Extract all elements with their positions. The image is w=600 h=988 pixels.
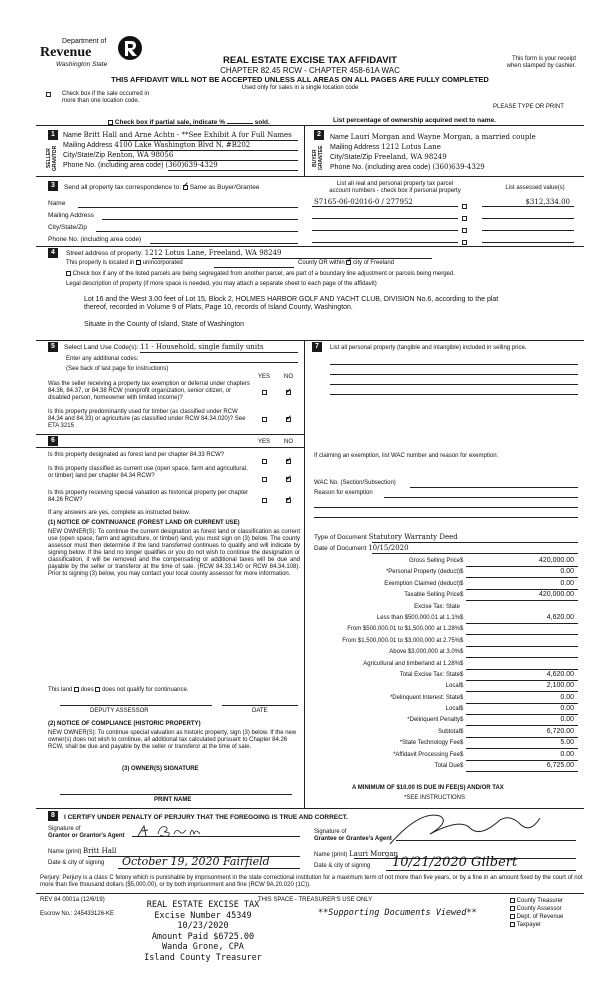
county-or-within-label: County OR within [298, 260, 345, 267]
grantor-date-city-label: Date & city of signing [48, 860, 105, 866]
total-excise-state[interactable]: 4,620.00 [546, 670, 574, 678]
minimum-note: A MINIMUM OF $10.00 IS DUE IN FEE(S) AND/OR TAX [352, 785, 504, 791]
s6-q3-no[interactable] [286, 498, 291, 503]
copy-county-treasurer: County Treasurer [516, 898, 564, 905]
s6-no-header: NO [284, 439, 293, 445]
assessed-value[interactable]: $312,334.00 [525, 198, 570, 206]
partial-sale-pct[interactable] [227, 116, 253, 124]
buyer-phone-label: Phone No. (including area code) [330, 164, 431, 171]
tax-row: *Affidavit Processing Fee $ 0.00 [393, 750, 574, 758]
treasurer-stamp [128, 900, 278, 963]
stamp-line-6: Island County Treasurer [144, 952, 262, 963]
grantor-name-print-label: Name (print) [48, 849, 82, 855]
subtotal[interactable]: 6,720.00 [546, 727, 574, 735]
grantee-date-city[interactable]: 10/21/2020 Gilbert [392, 855, 518, 870]
city-of-label: city of Freeland [353, 260, 395, 267]
located-label: This property is located in [66, 260, 135, 267]
legal-description-label: Legal description of property (if more space is needed, you may attach a separate sheet to each page of the affidavit) [66, 281, 377, 287]
s6-q3-yes[interactable] [262, 498, 267, 503]
city-checkbox[interactable] [346, 260, 351, 265]
s5-question-2: Is this property predominantly used for timber (as classified under RCW 84.34 and 84.33) or agriculture (as classified under RCW 84.34.020)? See ETA 3215 [48, 409, 246, 429]
unincorporated-checkbox[interactable] [136, 260, 141, 265]
corr-address-label: Mailing Address [48, 212, 94, 219]
sold-label: sold. [254, 119, 270, 126]
multi-location-checkbox[interactable] [46, 92, 51, 97]
seller-grantor-label: SELLER GRANTOR [46, 145, 58, 171]
tax-row: Subtotal $ 6,720.00 [437, 727, 574, 735]
certify-statement: I CERTIFY UNDER PENALTY OF PERJURY THAT THE FOREGOING IS TRUE AND CORRECT. [64, 814, 348, 821]
tax-row: From $500,000.01 to $1,500,000 at 1.28% $ [347, 626, 464, 633]
section-4-number: 4 [48, 248, 58, 258]
tax-row: Above $3,000,000 at 3.0% $ [389, 649, 464, 656]
affidavit-processing-fee[interactable]: 0.00 [560, 750, 574, 758]
total-excise-local[interactable]: 2,100.00 [546, 682, 574, 690]
same-as-buyer-checkbox[interactable] [183, 185, 188, 190]
stamp-line-3: 10/23/2020 [177, 921, 229, 931]
section-1-number: 1 [48, 130, 58, 140]
copy-dept-revenue: Dept. of Revenue [516, 914, 564, 921]
total-due[interactable]: 6,725.00 [546, 762, 574, 770]
copy-taxpayer: Taxpayer [516, 922, 541, 929]
s6-question-3: Is this property receiving special valuation as historical property per chapter 84.26 RCW? [48, 490, 249, 503]
section-8-number: 8 [48, 811, 58, 821]
unincorporated-label: unincorporated [142, 260, 183, 267]
dor-logo [40, 36, 150, 72]
s5-q1-no[interactable] [286, 390, 291, 395]
copy-dept-revenue-checkbox[interactable] [510, 914, 515, 919]
seller-address-label: Mailing Address [63, 142, 113, 149]
see-back-note: (See back of last page for instructions) [66, 366, 169, 372]
tax-row: Total Excise Tax: State $ 4,620.00 [399, 670, 574, 678]
s6-yes-header: YES [258, 439, 271, 445]
grantee-print-name[interactable]: Lauri Morgan [349, 850, 399, 858]
seller-city[interactable]: Renton, WA 98056 [106, 151, 174, 159]
doc-date[interactable]: 10/15/2020 [368, 544, 409, 552]
segregated-checkbox[interactable] [66, 271, 71, 276]
corr-name-label: Name [48, 200, 66, 207]
type-or-print: PLEASE TYPE OR PRINT [493, 104, 564, 110]
delinquent-interest-local[interactable]: 0.00 [560, 705, 574, 713]
seller-phone[interactable]: (360)639-4329 [165, 161, 218, 169]
section-2-number: 2 [314, 130, 324, 140]
exemption-reason-label: Reason for exemption [314, 490, 373, 496]
land-does-checkbox[interactable] [74, 687, 79, 692]
copy-county-assessor: County Assessor [516, 906, 562, 913]
property-street[interactable]: 1212 Lotus Lane, Freeland, WA 98249 [144, 249, 282, 257]
additional-codes-label: Enter any additional codes: [66, 356, 139, 362]
usage-note: Used only for sales in a single location code [241, 85, 359, 91]
stamp-line-2: Excise Number 45349 [154, 910, 252, 921]
tax-row: Taxable Selling Price $ 420,000.00 [404, 591, 574, 599]
s5-no-header: NO [284, 374, 293, 380]
same-as-buyer-label: Same as Buyer/Grantee [189, 184, 260, 191]
street-label: Street address of property: [66, 250, 143, 257]
seller-city-label: City/State/Zip [63, 152, 106, 159]
copy-taxpayer-checkbox[interactable] [510, 922, 515, 927]
delinquent-penalty[interactable]: 0.00 [560, 716, 574, 724]
s5-q2-yes[interactable] [262, 417, 267, 422]
exemption-label: If claiming an exemption, list WAC number and reason for exemption: [314, 453, 499, 459]
correspondence-label: Send all property tax correspondence to: [64, 184, 182, 191]
s5-q1-yes[interactable] [262, 390, 267, 395]
section-5-number: 5 [48, 342, 58, 352]
legal-description-1: Lot 16 and the West 3.00 feet of Lot 15, Block 2, HOLMES HARBOR GOLF AND YACHT CLUB, DIVISION No.6, according to the plat [84, 296, 499, 303]
agency-line2: Revenue [40, 45, 92, 60]
land-does-not-checkbox[interactable] [95, 687, 100, 692]
tax-row: Total Due $ 6,725.00 [434, 762, 574, 770]
parcel-header-2: account numbers - check box if personal property [329, 188, 461, 194]
buyer-address[interactable]: 1212 Lotus Lane [381, 143, 441, 151]
grantee-sig-label-2: Grantee or Grantee's Agent [314, 836, 392, 842]
s6-question-2: Is this property classified as current use (open space, farm and agricultural, or timber) land per chapter 84.34 RCW? [48, 466, 248, 479]
dor-emblem-icon [116, 34, 144, 62]
grantee-signature[interactable] [380, 808, 570, 848]
doc-type-label: Type of Document [314, 534, 367, 541]
owner-signature-label: (3) OWNER(S) SIGNATURE [122, 766, 199, 772]
segregated-label: Check box if any of the listed parcels are being segregated from another parcel, are part of a boundary line adjustment or parcels being merged. [72, 271, 455, 278]
form-subtitle: CHAPTER 82.45 RCW - CHAPTER 458-61A WAC [220, 66, 400, 75]
section-7-number: 7 [312, 342, 322, 352]
buyer-name[interactable]: Lauri Morgan and Wayne Morgan, a married couple [350, 133, 536, 141]
exemption-deduct[interactable]: 0.00 [560, 579, 574, 587]
section-3-number: 3 [48, 181, 58, 191]
corr-city-label: City/State/Zip [48, 224, 88, 231]
gross-selling-price[interactable]: 420,000.00 [538, 557, 574, 564]
legal-description-2: thereof, recorded in Volume 9 of Plats, Page 10, records of Island County, Washington. [84, 304, 353, 311]
land-use-label: Select Land Use Code(s): [64, 344, 139, 351]
this-land-label: This land [48, 687, 73, 694]
wac-label: WAC No. (Section/Subsection) [314, 480, 396, 486]
situate-line: Situate in the County of Island, State of Washington [84, 321, 245, 328]
notice-compliance-title: (2) NOTICE OF COMPLIANCE (HISTORIC PROPERTY) [48, 721, 201, 727]
personal-property-checkbox-4[interactable] [462, 240, 467, 245]
corr-phone-label: Phone No. (including area code) [48, 236, 142, 243]
agency-line3: Washington State [56, 61, 108, 68]
personal-property-deduct[interactable]: 0.00 [560, 568, 574, 576]
tax-calculation-table [314, 556, 578, 772]
tax-row: Exemption Claimed (deduct) $ 0.00 [384, 579, 574, 587]
doc-date-label: Date of Document [314, 545, 367, 552]
treasurer-use-only: THIS SPACE - TREASURER'S USE ONLY [258, 897, 373, 903]
receipt-note-2: when stamped by cashier. [506, 63, 576, 69]
form-title: REAL ESTATE EXCISE TAX AFFIDAVIT [222, 55, 397, 66]
notice-continuance-body: NEW OWNER(S): To continue the current designation as forest land or classification as current use (open space, farm and agriculture, or timber) land, you must sign on (3) below. The county assessor must then determine if the land transferred continues to qualify and will indicate by signing below. If the land no longer qualifies or you do not wish to continue the designation or classification, it will be removed and the compensating or additional taxes will be due and payable by the seller or transferor at the time of sale. (RCW 84.33.140 or RCW 84.34.108). Prior to signing (3) below, you may contact your local county assessor for more information. [48, 529, 300, 577]
buyer-city[interactable]: Freeland, WA 98249 [373, 153, 447, 161]
grantee-sig-label-1: Signature of [314, 829, 347, 835]
parcel-header-1: List all real and personal property tax parcel [336, 181, 454, 187]
partial-sale-label: Check box if partial sale, indicate % [114, 119, 225, 126]
taxable-selling-price[interactable]: 420,000.00 [538, 591, 574, 599]
deputy-date-label: DATE [252, 708, 268, 714]
pct-header: List percentage of ownership acquired next to name. [333, 117, 496, 124]
tax-row: Less than $500,000.01 at 1.1% $ 4,620.00 [376, 613, 574, 621]
grantor-print-name[interactable]: Britt Hall [83, 847, 117, 855]
personal-property-checkbox-2[interactable] [462, 216, 467, 221]
s5-q2-no[interactable] [286, 417, 291, 422]
multi-location-label-1: Check box if the sale occurred in [62, 91, 150, 97]
s5-yes-header: YES [258, 374, 271, 380]
seller-phone-label: Phone No. (including area code) [63, 162, 164, 169]
if-yes-instruction: If any answers are yes, complete as instructed below. [48, 510, 191, 516]
grantor-sig-label-2: Grantor or Grantor's Agent [48, 833, 125, 839]
buyer-city-label: City/State/Zip [330, 154, 373, 161]
s6-q1-no[interactable] [286, 459, 291, 464]
print-name-label: PRINT NAME [154, 797, 192, 803]
buyer-address-label: Mailing Address [330, 144, 380, 151]
personal-property-checkbox-1[interactable] [462, 204, 467, 209]
copy-county-treasurer-checkbox[interactable] [510, 898, 515, 903]
tax-row: Local $ 2,100.00 [445, 682, 574, 690]
tax-row: *Delinquent Interest: State $ 0.00 [389, 693, 574, 701]
s6-q1-yes[interactable] [262, 459, 267, 464]
s5-question-1: Was the seller receiving a property tax exemption or deferral under chapters 84.36, 84.37, or 84.38 RCW (nonprofit organization, senior citizen, or disabled person, homeowner with limited income)? [48, 381, 250, 401]
s6-question-1: Is this property designated as forest land per chapter 84.33 RCW? [48, 452, 225, 458]
stamp-line-5: Wanda Grone, CPA [162, 942, 244, 952]
notice-compliance-body: NEW OWNER(S): To continue special valuation as historic property, sign (3) below. If the new owner(s) does not wish to continue, all additional tax calculated pursuant to Chapter 84.26 RCW, shall be due and payable by the seller or transferor at the time of sale. [48, 730, 297, 750]
agency-line1: Department of [62, 38, 107, 45]
grantee-name-print-label: Name (print) [314, 852, 348, 858]
personal-property-label: List all personal property (tangible and intangible) included in selling price. [330, 345, 527, 351]
tax-row: *State Technology Fee $ 5.00 [399, 739, 574, 747]
seller-name[interactable]: Britt Hall and Arne Achtn - **See Exhibit A for Full Names [83, 131, 292, 139]
seller-address[interactable]: 4100 Lake Washington Blvd N, #B202 [114, 141, 251, 149]
tax-tier-1[interactable]: 4,620.00 [546, 613, 574, 621]
section-6-number: 6 [48, 436, 58, 446]
personal-property-checkbox-3[interactable] [462, 228, 467, 233]
affidavit-warning: THIS AFFIDAVIT WILL NOT BE ACCEPTED UNLESS ALL AREAS ON ALL PAGES ARE FULLY COMPLETED [111, 75, 489, 84]
land-use-code[interactable]: 11 - Household, single family units [140, 343, 264, 351]
receipt-note-1: This form is your receipt [511, 56, 576, 62]
state-technology-fee[interactable]: 5.00 [560, 739, 574, 747]
s6-q2-no[interactable] [286, 477, 291, 482]
s6-q2-yes[interactable] [262, 477, 267, 482]
see-instructions: *SEE INSTRUCTIONS [404, 795, 466, 801]
tax-row: *Personal Property (deduct) $ 0.00 [385, 568, 574, 576]
tax-row: Gross Selling Price $ 420,000.00 [408, 557, 574, 564]
grantor-date-city[interactable]: October 19, 2020 Fairfield [122, 855, 270, 868]
doc-type[interactable]: Statutory Warranty Deed [368, 533, 458, 541]
tax-row: Excise Tax: State [414, 603, 460, 610]
does-not-label: does not qualify for continuance. [102, 687, 189, 694]
supporting-docs-stamp: **Supporting Documents Viewed** [318, 908, 477, 918]
seller-name-label: Name [63, 132, 82, 139]
perjury-note: Perjury: Perjury is a class C felony which is punishable by imprisonment in the state correctional institution for a maximum term of not more than five years, or by a fine in an amount fixed by the court of not more than five thousand dollars ($5,000.00), or by both imprisonment and fine (RCW 9A.20.020 (1C)). [40, 875, 583, 888]
parcel-number[interactable]: S7165-06-02016-0 / 277952 [314, 198, 413, 206]
buyer-name-label: Name [330, 134, 349, 141]
form-number: REV 84 0001a (12/6/19) [40, 897, 105, 903]
tax-row: Local $ 0.00 [445, 705, 574, 713]
escrow-number: Escrow No.: 245433126-KE [40, 911, 115, 917]
tax-row: From $1,500,000.01 to $3,000,000 at 2.75% $ [342, 637, 464, 644]
stamp-line-1: REAL ESTATE EXCISE TAX [146, 900, 260, 910]
buyer-grantee-label: BUYER GRANTEE [312, 145, 324, 171]
grantee-date-city-label: Date & city of signing [314, 863, 371, 869]
copy-county-assessor-checkbox[interactable] [510, 906, 515, 911]
stamp-line-4: Amount Paid $6725.00 [151, 931, 255, 942]
tax-row: *Delinquent Penalty $ 0.00 [407, 716, 574, 724]
assessed-header: List assessed value(s) [505, 185, 565, 191]
buyer-phone[interactable]: (360)639-4329 [432, 163, 485, 171]
tax-row: Agricultural and timberland at 1.28% $ [363, 660, 464, 667]
deputy-assessor-label: DEPUTY ASSESSOR [90, 708, 149, 714]
notice-continuance-title: (1) NOTICE OF CONTINUANCE (FOREST LAND OR CURRENT USE) [48, 520, 240, 526]
delinquent-interest-state[interactable]: 0.00 [560, 693, 574, 701]
multi-location-label-2: more than one location code. [62, 98, 140, 104]
grantor-sig-label-1: Signature of [48, 826, 81, 832]
does-label: does [80, 687, 94, 694]
